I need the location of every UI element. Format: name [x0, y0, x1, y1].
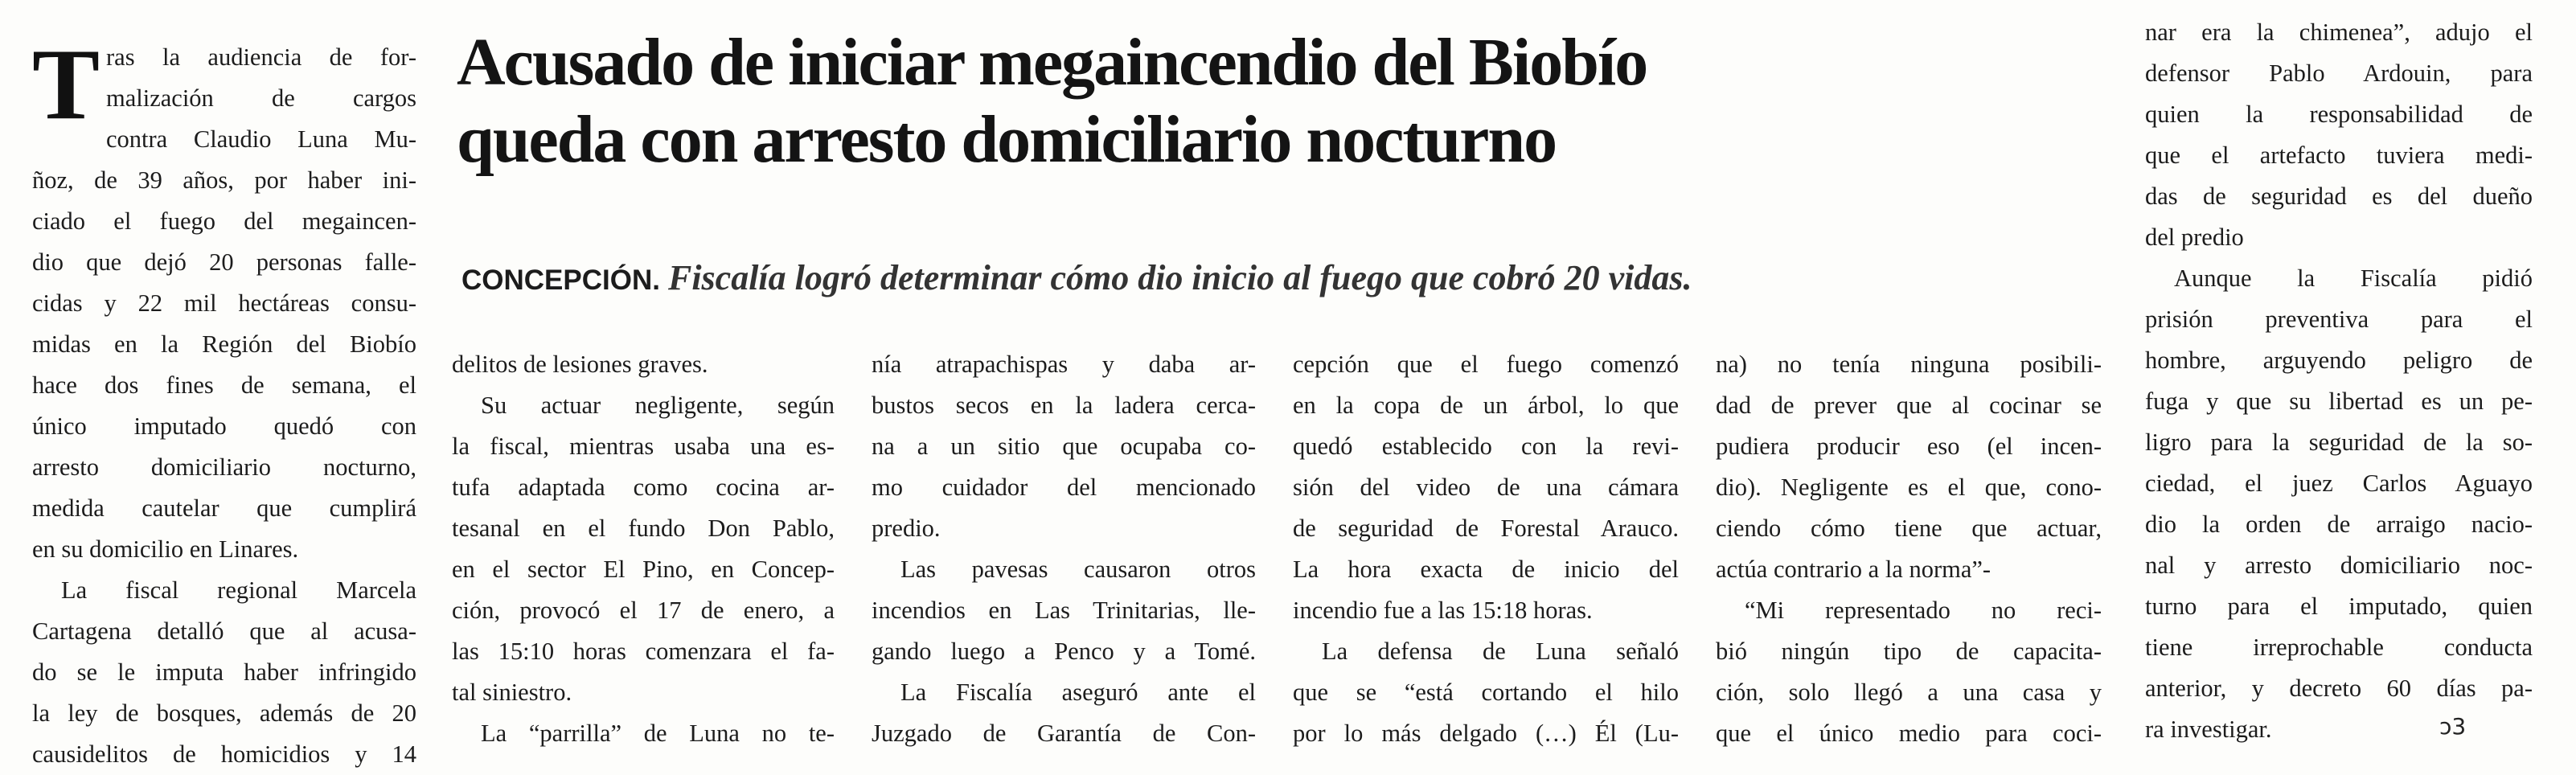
body-line: La hora exacta de inicio del	[1293, 556, 1679, 583]
body-line: sión del video de una cámara	[1293, 474, 1679, 501]
body-line: cepción que el fuego comenzó	[1293, 351, 1679, 378]
body-line: quien la responsabilidad de	[2145, 100, 2533, 128]
body-line: dio). Negligente es el que, cono-	[1716, 474, 2102, 501]
body-line: que se “está cortando el hilo	[1293, 679, 1679, 706]
body-line: das de seguridad es del dueño	[2145, 182, 2533, 210]
body-line: por lo más delgado (…) Él (Lu-	[1293, 720, 1679, 747]
body-line: del predio	[2145, 223, 2244, 251]
body-line: de seguridad de Forestal Arauco.	[1293, 515, 1679, 542]
body-line: La Fiscalía aseguró ante el	[900, 679, 1256, 706]
body-line: incendios en Las Trinitarias, lle-	[872, 597, 1256, 624]
body-line: dio que dejó 20 personas falle-	[32, 248, 416, 276]
body-line: en su domicilio en Linares.	[32, 535, 299, 563]
body-line: Cartagena detalló que al acusa-	[32, 617, 416, 645]
body-line: dio la orden de arraigo nacio-	[2145, 511, 2533, 538]
body-line: las 15:10 horas comenzara el fa-	[452, 638, 835, 665]
body-line: dad de prever que al cocinar se	[1716, 392, 2102, 419]
article-column-5	[1716, 344, 2102, 754]
body-line: Aunque la Fiscalía pidió	[2174, 264, 2533, 292]
body-line: bió ningún tipo de capacita-	[1716, 638, 2102, 665]
body-line: nal y arresto domiciliario noc-	[2145, 552, 2533, 579]
article-column-3	[872, 344, 1256, 754]
body-line: tesanal en el fundo Don Pablo,	[452, 515, 835, 542]
body-line: causidelitos de homicidios y 14	[32, 740, 416, 768]
end-of-article-mark: ↄ3	[2439, 713, 2467, 740]
deck-kicker: CONCEPCIÓN.	[461, 264, 660, 296]
deck-text: Fiscalía logró determinar cómo dio inicio al fuego que cobró 20 vidas.	[667, 258, 1692, 297]
body-line: cidas y 22 mil hectáreas consu-	[32, 289, 416, 317]
body-line: en el sector El Pino, en Concep-	[452, 556, 835, 583]
body-line: ligro para la seguridad de la so-	[2145, 429, 2533, 456]
body-line: la fiscal, mientras usaba una es-	[452, 433, 835, 460]
body-line: ra investigar.	[2145, 716, 2272, 743]
body-line: mo cuidador del mencionado	[872, 474, 1256, 501]
article-headline	[457, 24, 2105, 178]
body-line: na a un sitio que ocupaba co-	[872, 433, 1256, 460]
body-line: en la copa de un árbol, lo que	[1293, 392, 1679, 419]
body-line: medida cautelar que cumplirá	[32, 494, 416, 522]
body-line: hombre, arguyendo peligro de	[2145, 346, 2533, 374]
body-line: tufa adaptada como cocina ar-	[452, 474, 835, 501]
body-line: gando luego a Penco y a Tomé.	[872, 638, 1256, 665]
body-line: Las pavesas causaron otros	[900, 556, 1256, 583]
body-line: contra Claudio Luna Mu-	[106, 125, 416, 153]
body-line: La “parrilla” de Luna no te-	[481, 720, 835, 747]
headline-line-1: Acusado de iniciar megaincendio del Biobío	[457, 25, 1647, 100]
body-line: nar era la chimenea”, adujo el	[2145, 18, 2533, 46]
body-line: defensor Pablo Ardouin, para	[2145, 59, 2533, 87]
body-line: Juzgado de Garantía de Con-	[872, 720, 1256, 747]
body-line: que el único medio para coci-	[1716, 720, 2102, 747]
body-line: do se le imputa haber infringido	[32, 658, 416, 686]
body-line: La fiscal regional Marcela	[61, 576, 416, 604]
body-line: turno para el imputado, quien	[2145, 593, 2533, 620]
headline-line-2: queda con arresto domiciliario nocturno	[457, 102, 1557, 177]
body-line: predio.	[872, 515, 941, 542]
body-line: pudiera producir eso (el incen-	[1716, 433, 2102, 460]
body-line: prisión preventiva para el	[2145, 305, 2533, 333]
article-column-2	[452, 344, 835, 754]
body-line: incendio fue a las 15:18 horas.	[1293, 597, 1593, 624]
body-line: arresto domiciliario nocturno,	[32, 453, 416, 481]
body-line: que el artefacto tuviera medi-	[2145, 141, 2533, 169]
body-line: tal siniestro.	[452, 679, 572, 706]
body-line: La defensa de Luna señaló	[1322, 638, 1679, 665]
body-line: “Mi representado no reci-	[1745, 597, 2102, 624]
article-column-1	[32, 29, 416, 775]
body-line: ñoz, de 39 años, por haber ini-	[32, 166, 416, 194]
body-line: delitos de lesiones graves.	[452, 351, 708, 378]
body-line: ción, provocó el 17 de enero, a	[452, 597, 835, 624]
article-column-4	[1293, 344, 1679, 754]
body-line: quedó establecido con la revi-	[1293, 433, 1679, 460]
body-line: ciedad, el juez Carlos Aguayo	[2145, 470, 2533, 497]
body-line: Su actuar negligente, según	[481, 392, 835, 419]
article-column-6	[2145, 12, 2533, 750]
body-line: fuga y que su libertad es un pe-	[2145, 388, 2533, 415]
article-deck	[461, 256, 1692, 303]
body-line: malización de cargos	[106, 84, 416, 112]
body-line: ción, solo llegó a una casa y	[1716, 679, 2102, 706]
body-line: nía atrapachispas y daba ar-	[872, 351, 1256, 378]
body-line: anterior, y decreto 60 días pa-	[2145, 675, 2533, 702]
body-line: único imputado quedó con	[32, 412, 416, 440]
body-line: na) no tenía ninguna posibili-	[1716, 351, 2102, 378]
body-line: bustos secos en la ladera cerca-	[872, 392, 1256, 419]
body-line: ciado el fuego del megaincen-	[32, 207, 416, 235]
body-line: actúa contrario a la norma”-	[1716, 556, 1991, 583]
body-line: ras la audiencia de for-	[106, 43, 416, 71]
drop-cap: T	[32, 29, 100, 141]
body-line: la ley de bosques, además de 20	[32, 699, 416, 727]
body-line: tiene irreprochable conducta	[2145, 634, 2533, 661]
body-line: ciendo cómo tiene que actuar,	[1716, 515, 2102, 542]
body-line: midas en la Región del Biobío	[32, 330, 416, 358]
body-line: hace dos fines de semana, el	[32, 371, 416, 399]
